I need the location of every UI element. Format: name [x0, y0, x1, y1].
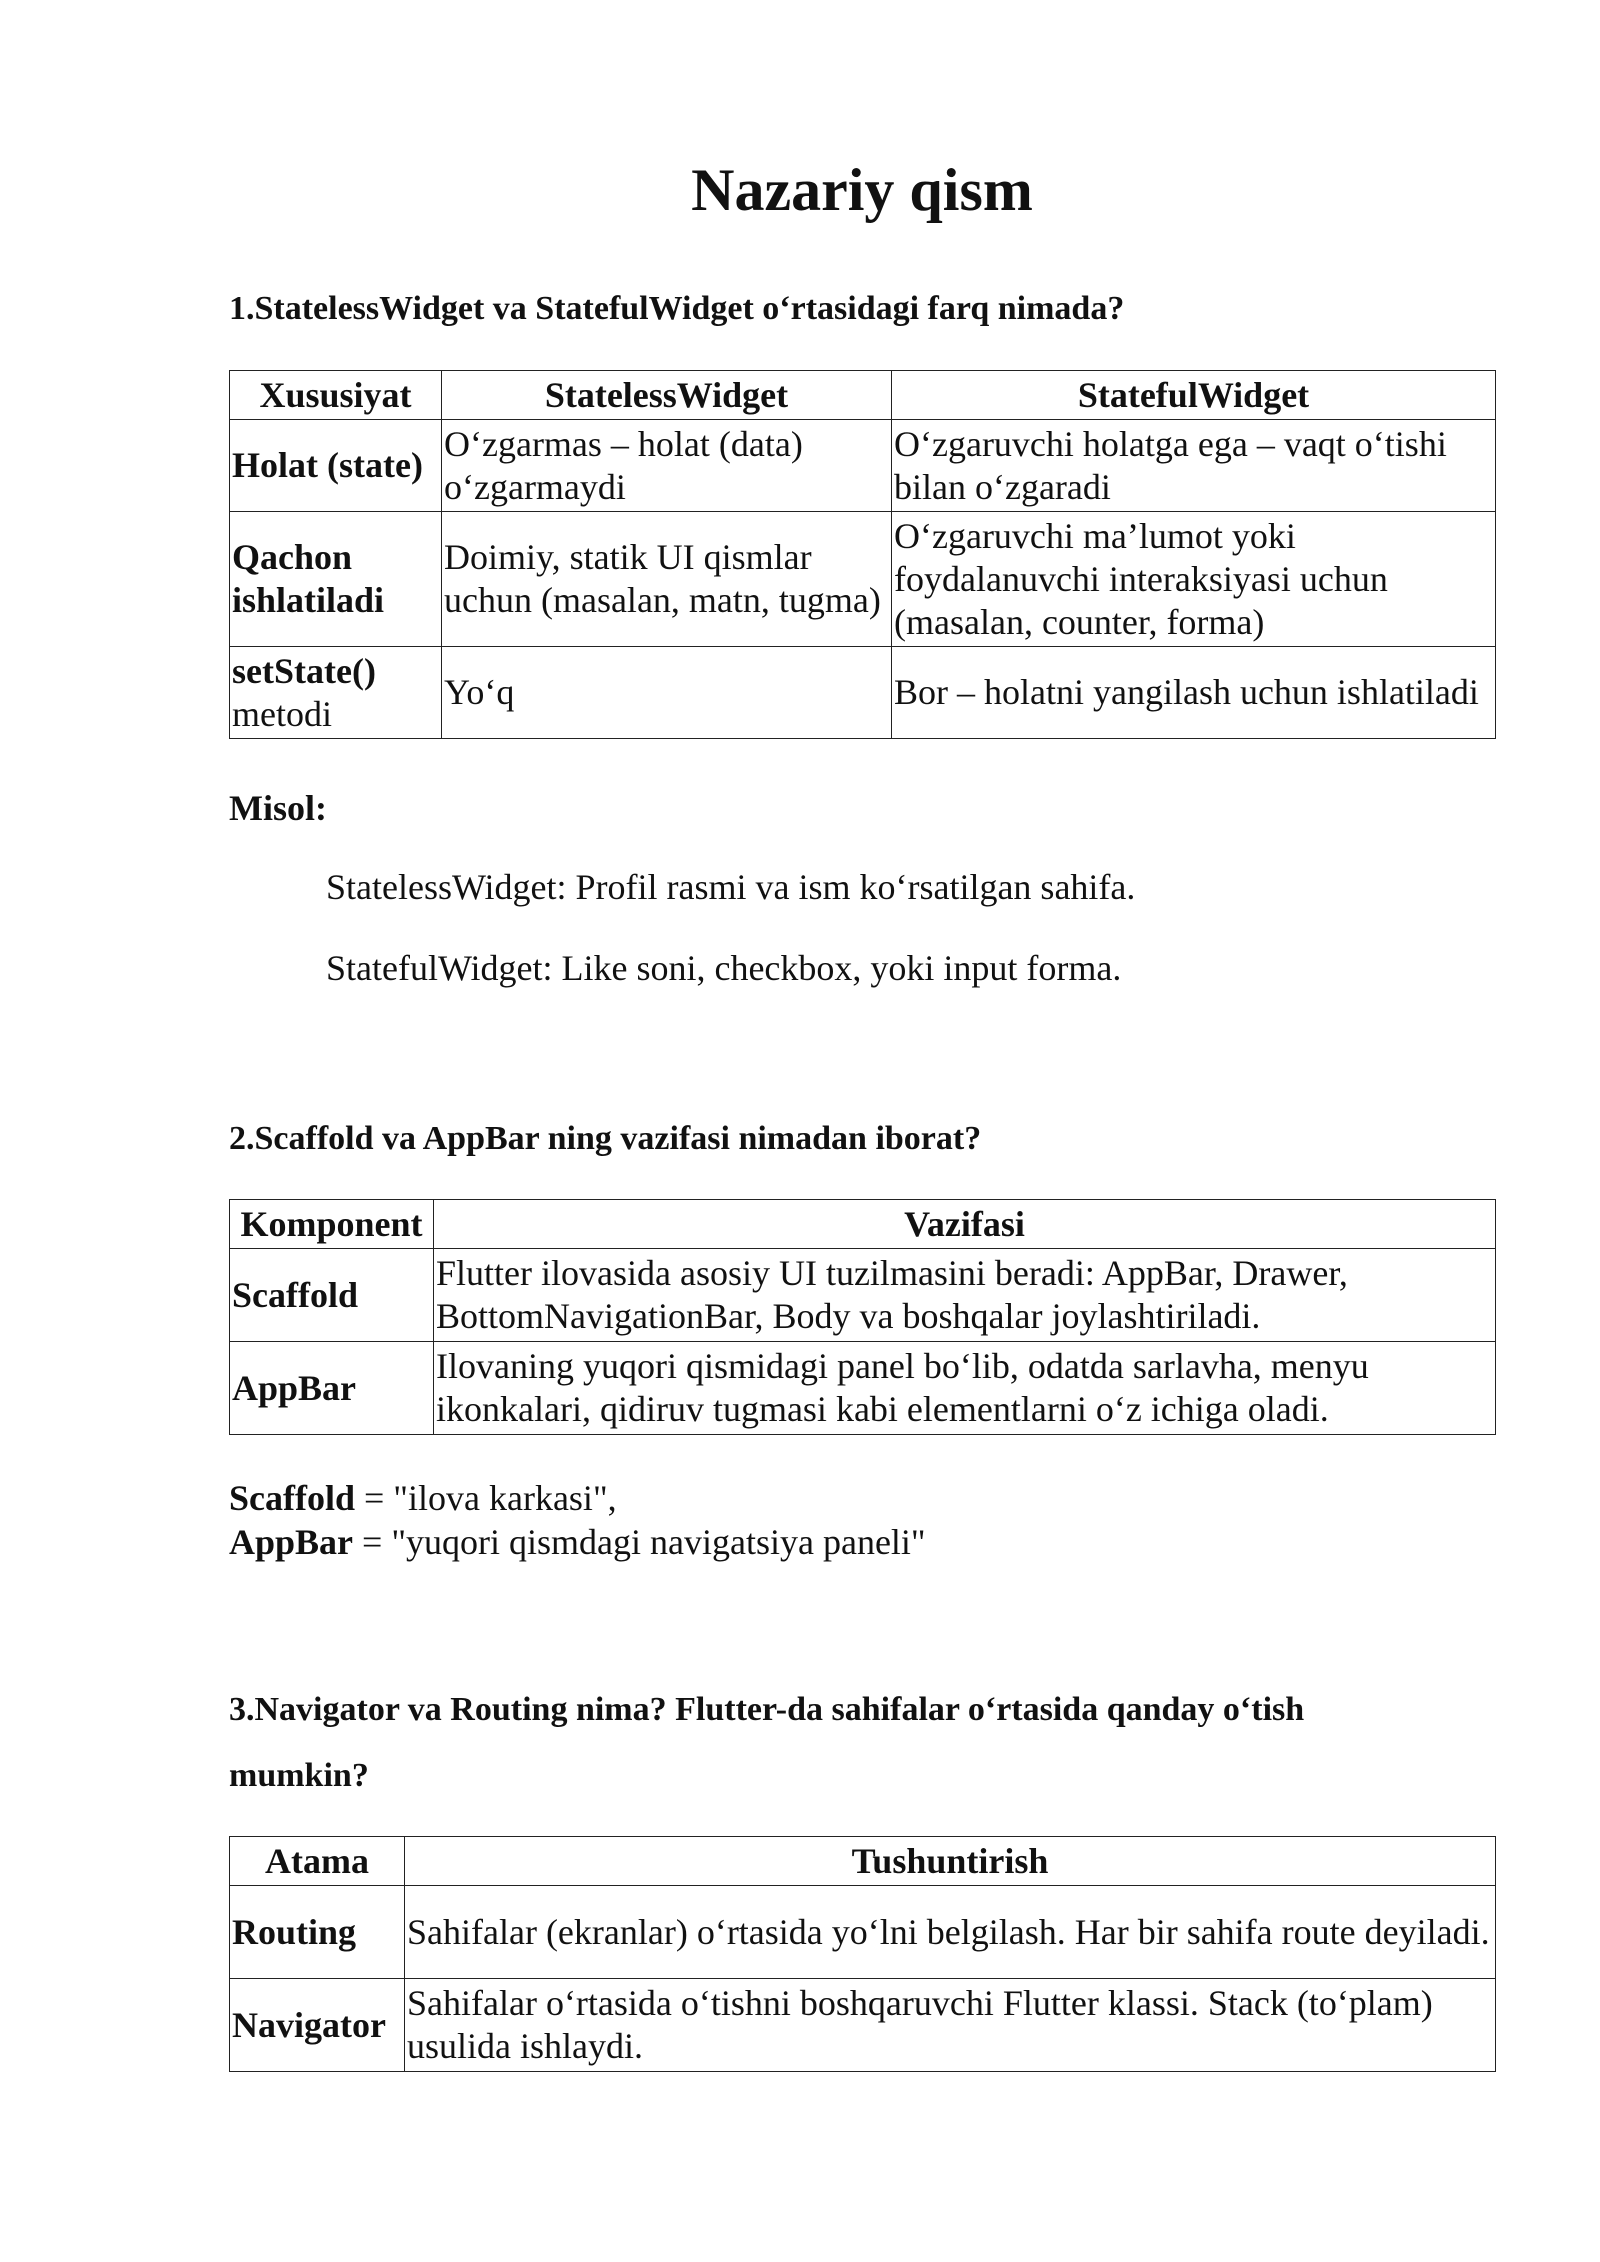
property-label: setState()	[232, 650, 376, 691]
stateful-cell: Bor – holatni yangilash uchun ishlatiladi	[892, 647, 1496, 739]
section2-table	[229, 1199, 1496, 1435]
table-header-cell: Vazifasi	[434, 1200, 1496, 1249]
property-label: metodi	[232, 693, 332, 734]
component-cell: Scaffold	[230, 1249, 434, 1342]
summary-text: = "yuqori qismdagi navigatsiya paneli"	[353, 1522, 926, 1562]
table-header-cell: Atama	[230, 1837, 405, 1886]
table-row	[230, 1979, 1496, 2072]
table-header-cell: StatefulWidget	[892, 371, 1496, 420]
summary-term: Scaffold	[229, 1478, 355, 1518]
property-label: Holat (state)	[232, 445, 423, 485]
table-header-cell: Xususiyat	[230, 371, 442, 420]
section3-question-line1: 3.Navigator va Routing nima? Flutter-da sahifalar o‘rtasida qanday o‘tish	[229, 1691, 1305, 1728]
explanation-cell: Sahifalar o‘rtasida o‘tishni boshqaruvchi Flutter klassi. Stack (to‘plam) usulida ishlaydi.	[405, 1979, 1496, 2072]
stateless-cell: O‘zgarmas – holat (data) o‘zgarmaydi	[442, 420, 892, 512]
stateful-cell: O‘zgaruvchi holatga ega – vaqt o‘tishi bilan o‘zgaradi	[892, 420, 1496, 512]
table-header-cell: Komponent	[230, 1200, 434, 1249]
term-cell: Navigator	[230, 1979, 405, 2072]
property-cell	[230, 512, 442, 647]
example-label: Misol:	[229, 788, 327, 828]
property-label: ishlatiladi	[232, 580, 385, 620]
table-header-row	[230, 1837, 1496, 1886]
property-cell	[230, 420, 442, 512]
table-row	[230, 647, 1496, 739]
example-item: StatelessWidget: Profil rasmi va ism ko‘rsatilgan sahifa.	[326, 867, 1136, 907]
stateless-cell: Doimiy, statik UI qismlar uchun (masalan, matn, tugma)	[442, 512, 892, 647]
table-header-cell: StatelessWidget	[442, 371, 892, 420]
stateful-cell: O‘zgaruvchi ma’lumot yoki foydalanuvchi interaksiyasi uchun (masalan, counter, forma)	[892, 512, 1496, 647]
property-label: Qachon	[232, 537, 353, 577]
component-cell: AppBar	[230, 1342, 434, 1435]
table-header-cell: Tushuntirish	[405, 1837, 1496, 1886]
section1-question: 1.StatelessWidget va StatefulWidget o‘rtasidagi farq nimada?	[229, 290, 1125, 327]
property-cell	[230, 647, 442, 739]
page-title: Nazariy qism	[691, 157, 1033, 223]
section3-question-line2: mumkin?	[229, 1757, 369, 1794]
stateless-cell: Yo‘q	[442, 647, 892, 739]
summary-text: = "ilova karkasi",	[355, 1478, 617, 1518]
section1-table	[229, 370, 1496, 739]
summary-block	[229, 1476, 926, 1564]
description-cell: Flutter ilovasida asosiy UI tuzilmasini beradi: AppBar, Drawer, BottomNavigationBar, Body va boshqalar joylashtiriladi.	[434, 1249, 1496, 1342]
summary-line	[229, 1476, 926, 1520]
table-header-row	[230, 371, 1496, 420]
section3-table	[229, 1836, 1496, 2072]
table-row	[230, 512, 1496, 647]
summary-term: AppBar	[229, 1522, 354, 1562]
example-item: StatefulWidget: Like soni, checkbox, yoki input forma.	[326, 948, 1122, 988]
term-cell: Routing	[230, 1886, 405, 1979]
table-header-row	[230, 1200, 1496, 1249]
table-row	[230, 420, 1496, 512]
table-row	[230, 1886, 1496, 1979]
table-row	[230, 1249, 1496, 1342]
explanation-cell: Sahifalar (ekranlar) o‘rtasida yo‘lni belgilash. Har bir sahifa route deyiladi.	[405, 1886, 1496, 1979]
description-cell: Ilovaning yuqori qismidagi panel bo‘lib, odatda sarlavha, menyu ikonkalari, qidiruv tugmasi kabi elementlarni o‘z ichiga oladi.	[434, 1342, 1496, 1435]
summary-line	[229, 1520, 926, 1564]
section2-question: 2.Scaffold va AppBar ning vazifasi nimadan iborat?	[229, 1120, 982, 1157]
table-row	[230, 1342, 1496, 1435]
